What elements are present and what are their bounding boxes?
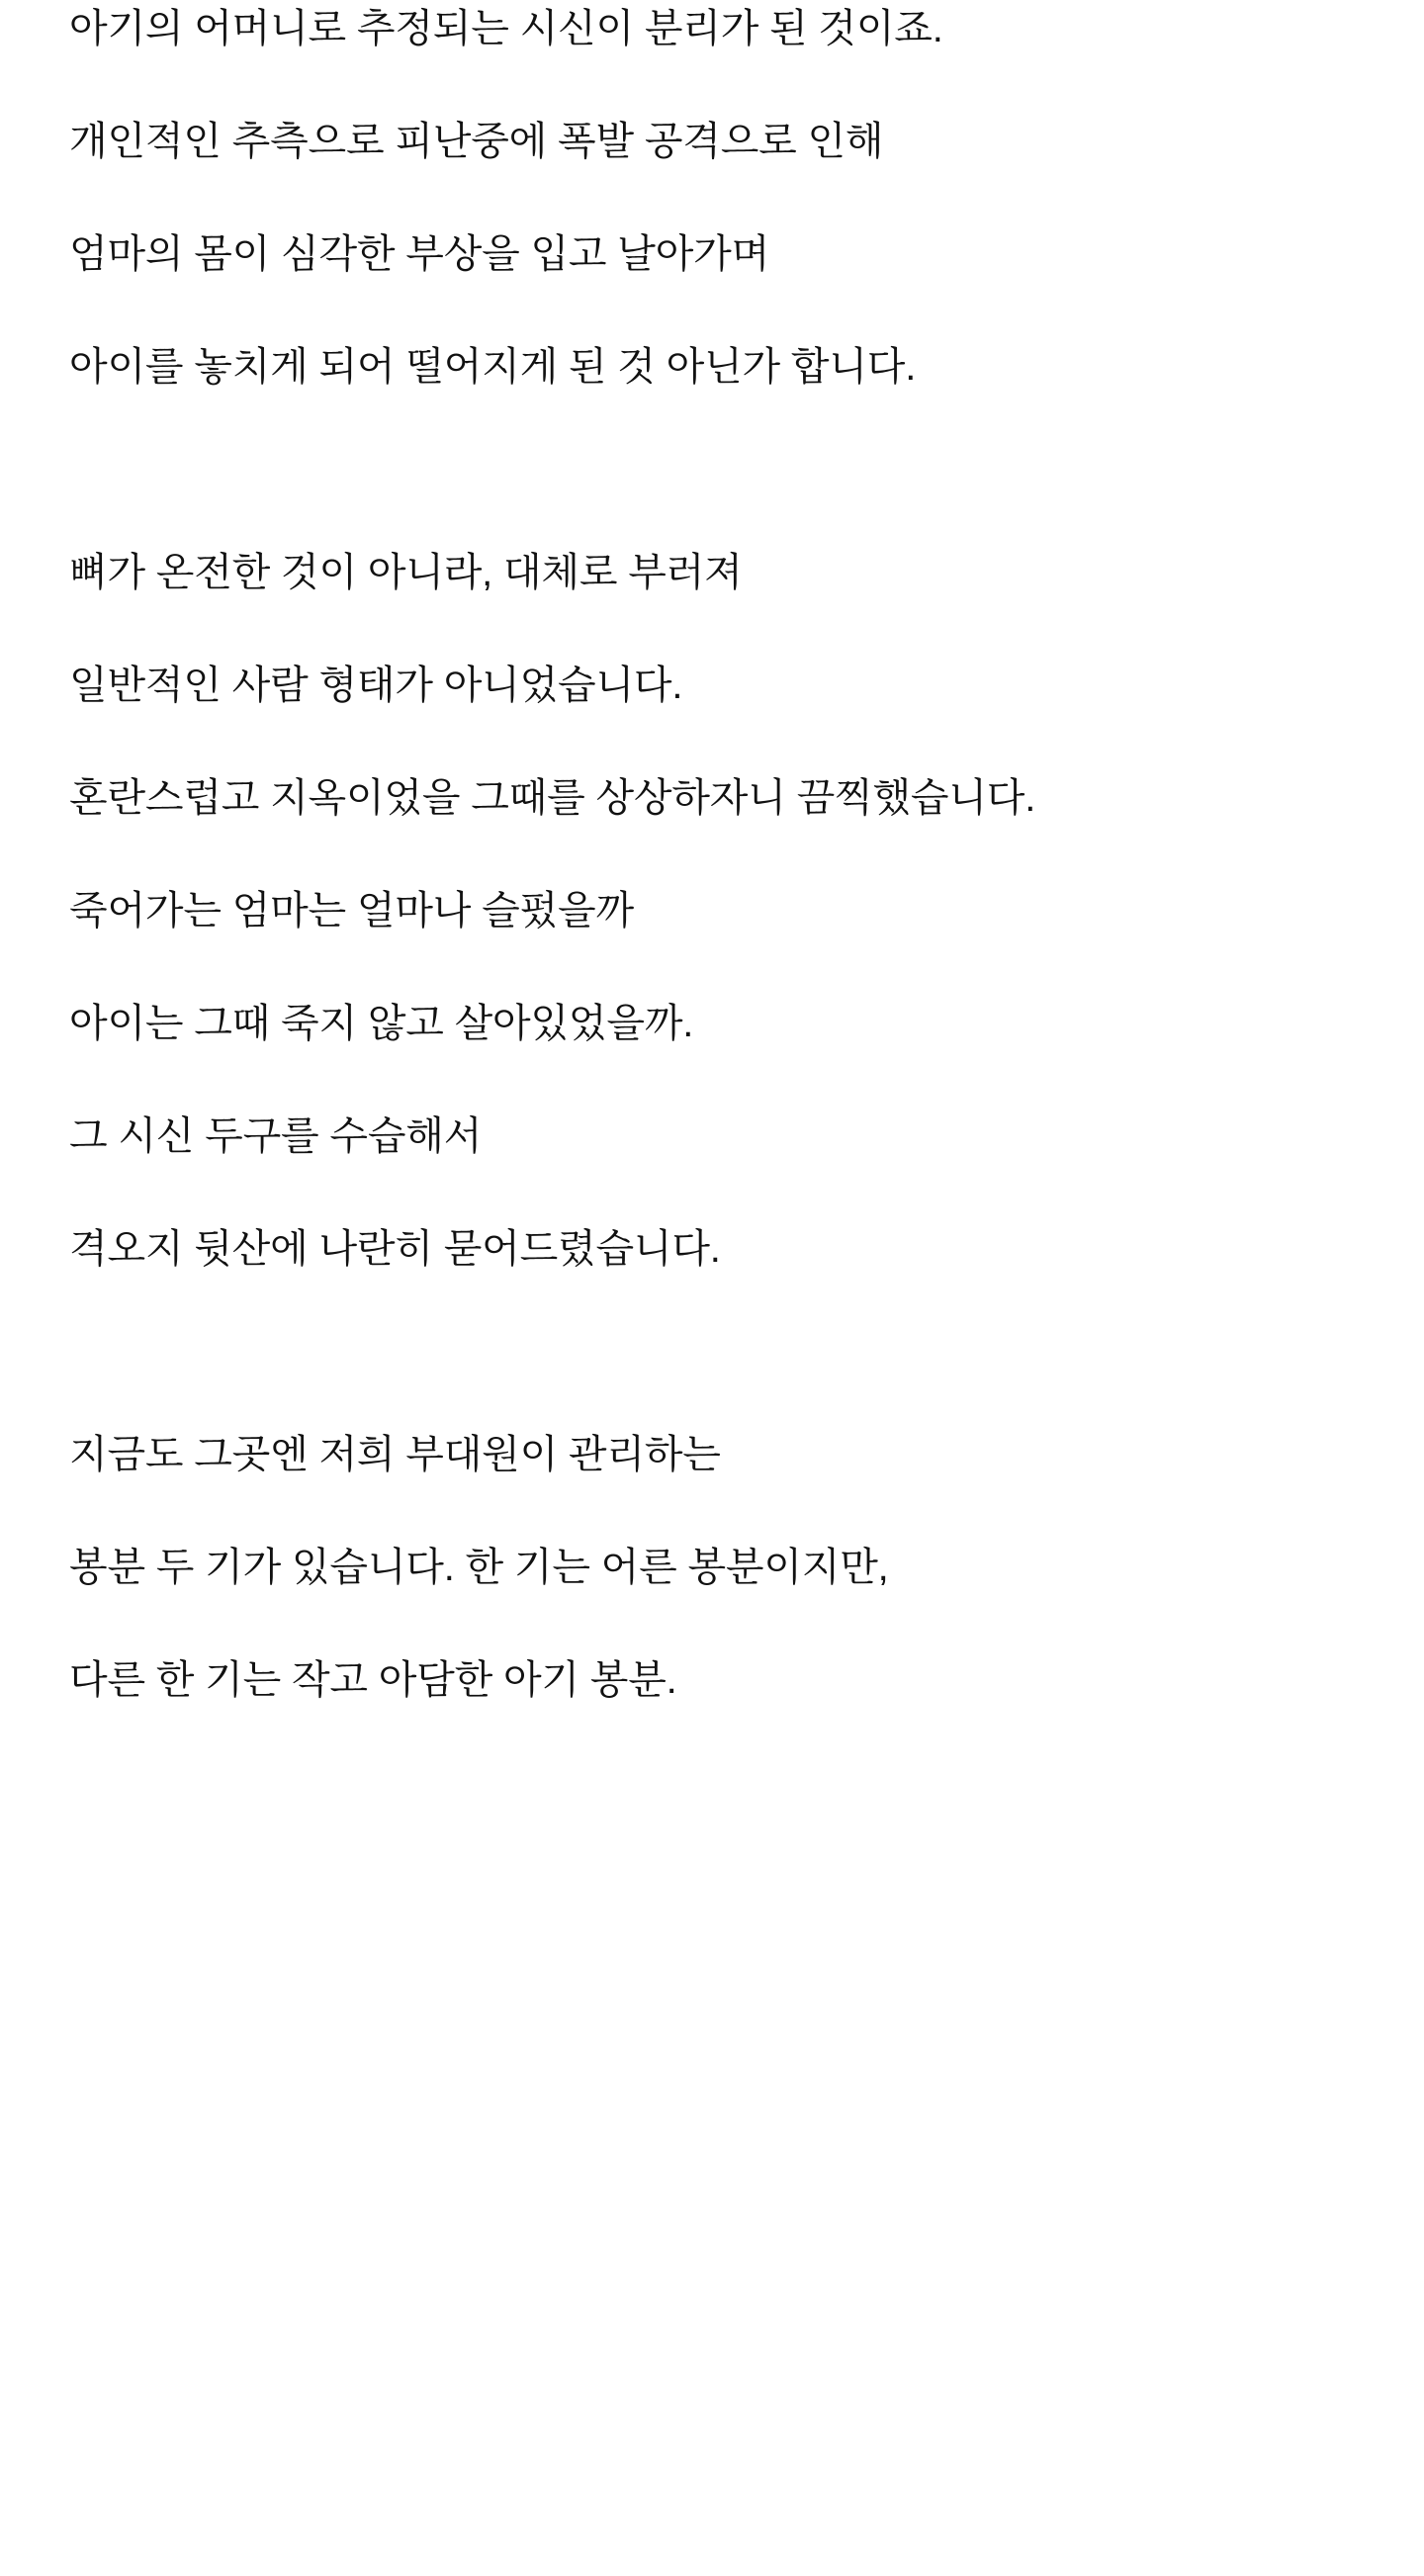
paragraph-spacer bbox=[69, 601, 1355, 657]
paragraph-spacer bbox=[69, 1165, 1355, 1220]
paragraph: 일반적인 사람 형태가 아니었습니다. bbox=[69, 664, 683, 707]
paragraph: 그 시신 두구를 수습해서 bbox=[69, 1114, 483, 1158]
paragraph-spacer bbox=[69, 57, 1355, 113]
paragraph: 엄마의 몸이 심각한 부상을 입고 날아가며 bbox=[69, 232, 770, 276]
paragraph-list bbox=[69, 0, 1355, 1709]
paragraph: 아기의 어머니로 추정되는 시신이 분리가 된 것이죠. bbox=[69, 7, 943, 50]
paragraph-spacer bbox=[69, 827, 1355, 882]
paragraph-spacer bbox=[69, 1596, 1355, 1651]
paragraph-spacer bbox=[69, 396, 1355, 544]
paragraph-spacer bbox=[69, 1483, 1355, 1539]
paragraph-spacer bbox=[69, 1278, 1355, 1426]
paragraph: 지금도 그곳엔 저희 부대원이 관리하는 bbox=[69, 1433, 721, 1476]
paragraph: 뼈가 온전한 것이 아니라, 대체로 부러져 bbox=[69, 551, 743, 594]
paragraph-spacer bbox=[69, 283, 1355, 338]
paragraph: 아이는 그때 죽지 않고 살아있었을까. bbox=[69, 1002, 694, 1045]
paragraph: 봉분 두 기가 있습니다. 한 기는 어른 봉분이지만, bbox=[69, 1546, 889, 1589]
paragraph-spacer bbox=[69, 714, 1355, 769]
paragraph: 개인적인 추측으로 피난중에 폭발 공격으로 인해 bbox=[69, 120, 884, 163]
paragraph: 격오지 뒷산에 나란히 묻어드렸습니다. bbox=[69, 1227, 721, 1271]
paragraph: 아이를 놓치게 되어 떨어지게 된 것 아닌가 합니다. bbox=[69, 345, 917, 389]
paragraph: 혼란스럽고 지옥이었을 그때를 상상하자니 끔찍했습니다. bbox=[69, 776, 1036, 820]
paragraph-spacer bbox=[69, 939, 1355, 995]
paragraph-spacer bbox=[69, 170, 1355, 225]
paragraph: 죽어가는 엄마는 얼마나 슬펐을까 bbox=[69, 889, 634, 933]
paragraph-spacer bbox=[69, 1052, 1355, 1108]
paragraph: 다른 한 기는 작고 아담한 아기 봉분. bbox=[69, 1658, 677, 1702]
